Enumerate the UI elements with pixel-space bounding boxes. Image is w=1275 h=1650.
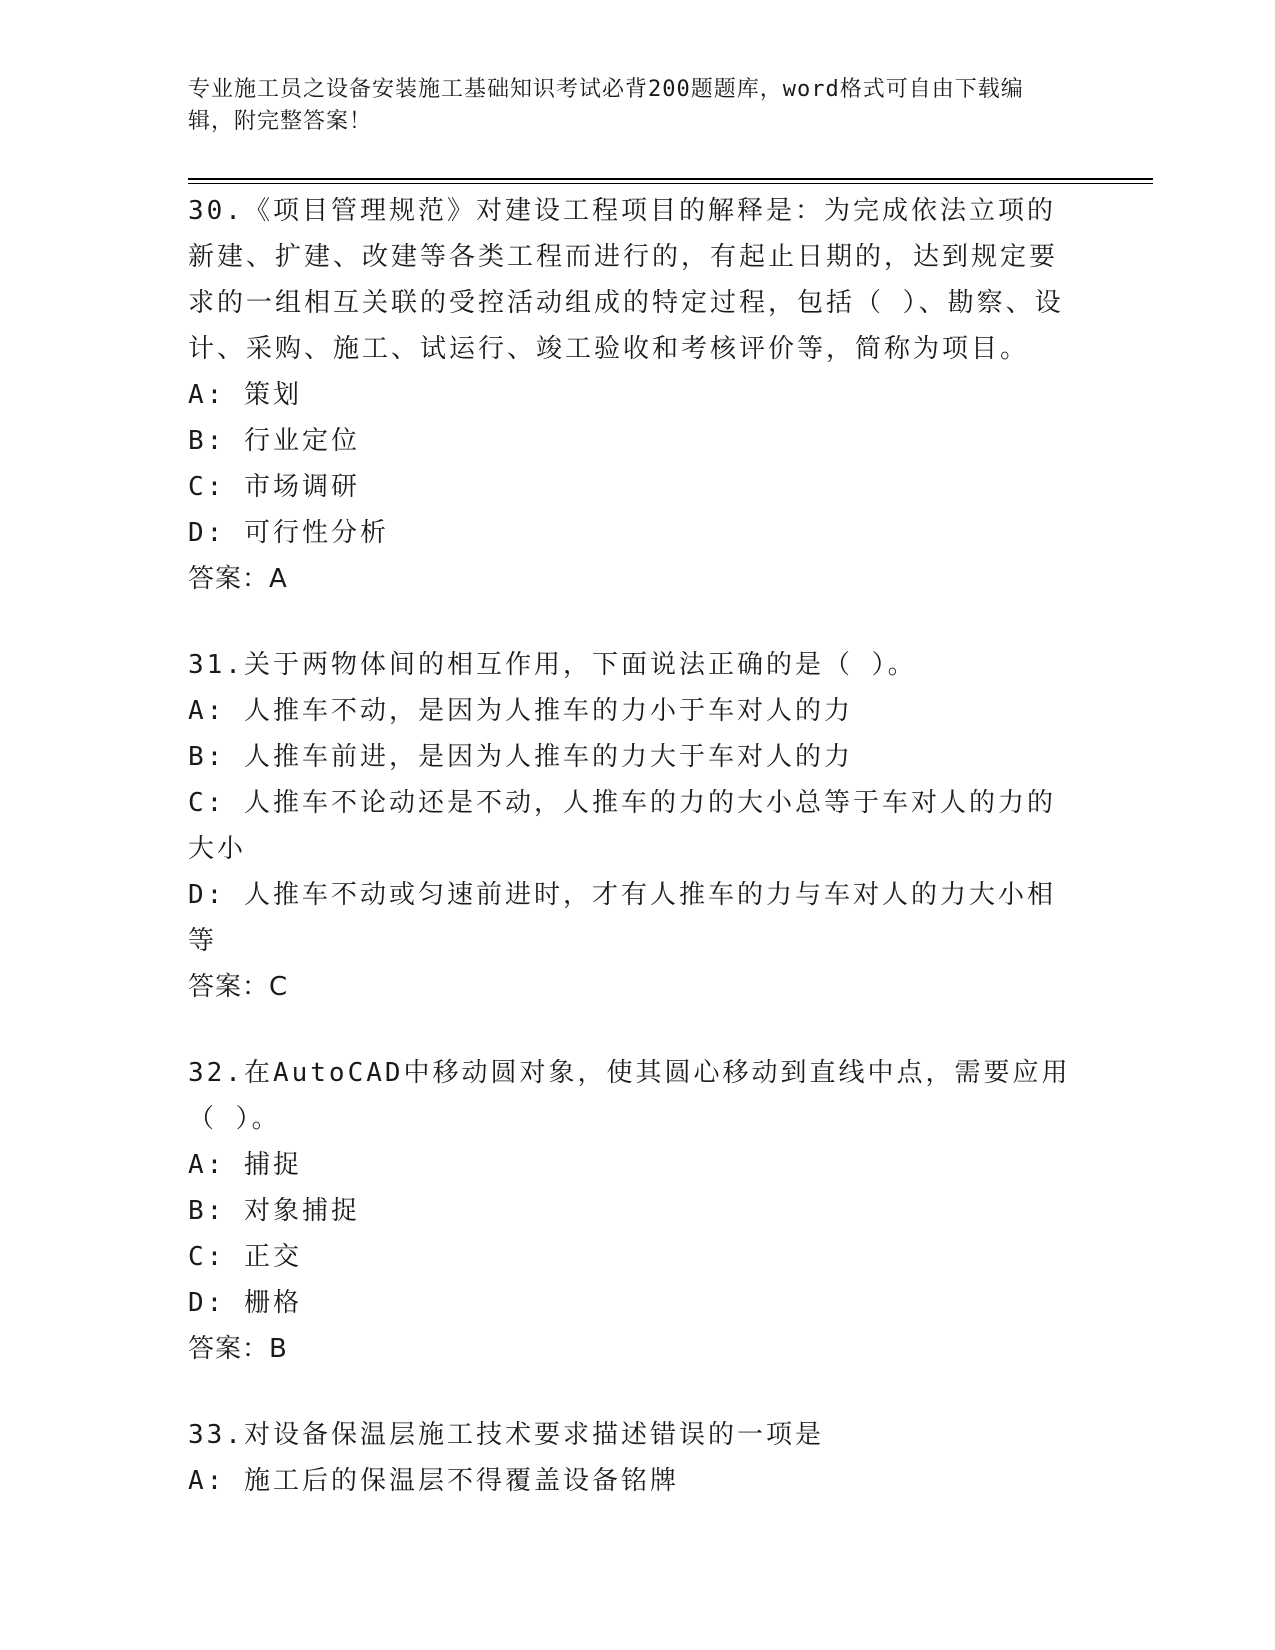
option-a: A: 施工后的保温层不得覆盖设备铭牌 bbox=[188, 1466, 679, 1496]
question-stem: 31.关于两物体间的相互作用，下面说法正确的是（ ）。 bbox=[188, 650, 917, 680]
option-c: C: 正交 bbox=[188, 1242, 302, 1272]
question-30 bbox=[188, 188, 1078, 602]
option-d: D: 人推车不动或匀速前进时，才有人推车的力与车对人的力大小相等 bbox=[188, 880, 1056, 956]
answer: 答案：C bbox=[188, 972, 289, 1002]
question-list bbox=[188, 188, 1078, 1544]
option-b: B: 行业定位 bbox=[188, 426, 360, 456]
question-stem: 30.《项目管理规范》对建设工程项目的解释是：为完成依法立项的新建、扩建、改建等各类工程而进行的，有起止日期的，达到规定要求的一组相互关联的受控活动组成的特定过程，包括（ ）、勘察、设计、采购、施工、试运行、竣工验收和考核评价等，简称为项目。 bbox=[188, 196, 1064, 364]
answer: 答案：A bbox=[188, 564, 288, 594]
option-c: C: 人推车不论动还是不动，人推车的力的大小总等于车对人的力的大小 bbox=[188, 788, 1056, 864]
option-a: A: 人推车不动，是因为人推车的力小于车对人的力 bbox=[188, 696, 853, 726]
question-32 bbox=[188, 1050, 1078, 1372]
document-header: 专业施工员之设备安装施工基础知识考试必背200题题库，word格式可自由下载编辑，附完整答案！ bbox=[188, 77, 1024, 134]
option-b: B: 人推车前进，是因为人推车的力大于车对人的力 bbox=[188, 742, 853, 772]
question-33 bbox=[188, 1412, 1078, 1504]
answer: 答案：B bbox=[188, 1334, 288, 1364]
header-divider-thick bbox=[188, 178, 1153, 180]
question-31 bbox=[188, 642, 1078, 1010]
option-a: A: 策划 bbox=[188, 380, 302, 410]
header-divider-thin bbox=[188, 183, 1153, 184]
question-stem: 33.对设备保温层施工技术要求描述错误的一项是 bbox=[188, 1420, 824, 1450]
question-stem: 32.在AutoCAD中移动圆对象，使其圆心移动到直线中点，需要应用（ ）。 bbox=[188, 1058, 1071, 1134]
option-d: D: 栅格 bbox=[188, 1288, 302, 1318]
option-b: B: 对象捕捉 bbox=[188, 1196, 360, 1226]
option-c: C: 市场调研 bbox=[188, 472, 360, 502]
option-d: D: 可行性分析 bbox=[188, 518, 389, 548]
option-a: A: 捕捉 bbox=[188, 1150, 302, 1180]
